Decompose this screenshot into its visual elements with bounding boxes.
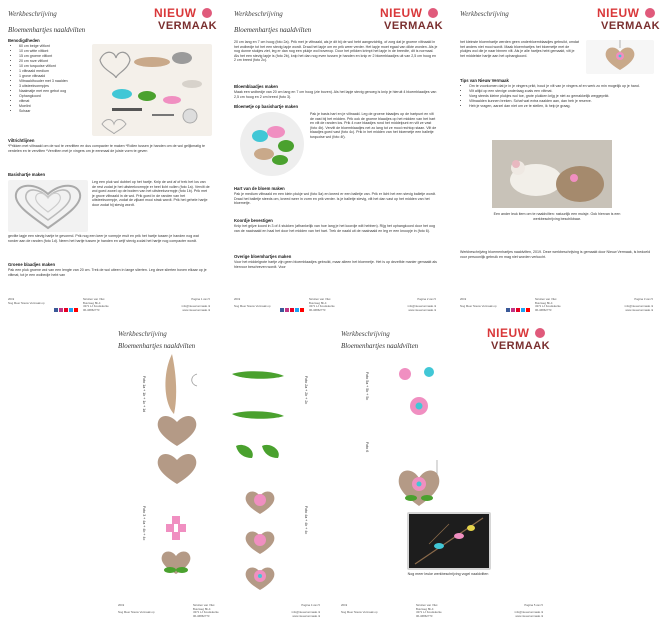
doc-title: Bloemenhartjes naaldvilten xyxy=(118,342,196,350)
logo-flower-icon xyxy=(428,8,438,18)
brand-logo xyxy=(154,6,218,36)
logo-flower-icon xyxy=(202,8,212,18)
list-item: • 20 cm roze viltlont xyxy=(19,59,89,64)
section-heading: Hart van de bloem maken xyxy=(234,186,285,191)
logo-flower-icon xyxy=(645,8,655,18)
photo-label: Foto 2a + 2b + 2c xyxy=(304,376,308,405)
facebook-icon xyxy=(280,308,284,312)
list-item: • 60 cm beige viltlont xyxy=(19,44,89,49)
section-heading: Tips van Nieuw Vermaak xyxy=(460,78,509,83)
body-text: Pak een pluk groene wol van een lengte van 20 cm. Trek de wol uiteen in lange slierten. Leg deze slierten boven elkaar op je viltmat, tot je een wolbedje hebt van xyxy=(8,268,207,277)
heart-cutters-photo xyxy=(8,180,88,232)
materials-list xyxy=(12,44,89,114)
list-item: • 10 cm witte viltlont xyxy=(19,49,89,54)
photo-caption: Een ander leuk item om te naaldvilten: natuurlijk een muisje. Ook hiervan is een werkbeschrijving beschikbaar. xyxy=(493,212,621,221)
list-item: • 3 uitsteekvormpjes xyxy=(19,84,89,89)
section-heading: Koordje bevestigen xyxy=(234,218,273,223)
photo-caption: Nog meer leuke werkbeschrijving vogel naaldvilten xyxy=(407,572,489,576)
wool-photo xyxy=(240,112,304,176)
list-item: • 15 cm groene viltlont xyxy=(19,54,89,59)
pinterest-icon xyxy=(290,308,294,312)
twitter-icon xyxy=(69,308,73,312)
brand-logo: NIEUW VERMAAK xyxy=(380,6,444,32)
list-item: • 1 viltnaald medium xyxy=(19,69,89,74)
logo-line-1: NIEUW xyxy=(154,6,197,20)
photo-label: Foto 1a + 1b + 1c + 1d xyxy=(142,376,146,413)
photo-label: Foto 6 xyxy=(365,442,369,453)
materials-photo xyxy=(92,44,212,136)
facebook-icon xyxy=(506,308,510,312)
photo-label: Foto 5a + 5b + 5c xyxy=(365,372,369,401)
youtube-icon xyxy=(526,308,530,312)
header-label: Werkbeschrijving xyxy=(460,10,509,18)
page-footer: 2019 Nog Meer Nieuw Vermaak op Nicolien van Vliet Buurweg 8b-4 4371 LJ Koudekerke 06-46862773 Pagina 3 van 5 info@nieuwvermaak.nl www.nieuwvermaak.nl xyxy=(460,297,653,312)
section-heading: Benodigdheden xyxy=(8,38,40,43)
list-item: • Naaimatje met een gebot oog xyxy=(19,89,89,94)
instagram-icon xyxy=(511,308,515,312)
page-1 xyxy=(0,0,218,320)
social-icons[interactable] xyxy=(280,308,305,314)
instagram-icon xyxy=(285,308,289,312)
youtube-icon xyxy=(300,308,304,312)
logo-flower-icon xyxy=(535,328,545,338)
list-item: • Heb je vragen, aarzel dan niet om ze te stellen, ik help je graag. xyxy=(469,104,657,109)
page-footer: 2019 Nog Meer Nieuw Vermaak op Nicolien van Vliet Buurweg 8b-4 4371 LJ Koudekerke 06-46862773 Pagina 4 van 5 info@nieuwvermaak.nl www.nieuwvermaak.nl xyxy=(118,603,320,618)
twitter-icon xyxy=(521,308,525,312)
body-text: Leg een pluk wol dubbel op het hartje. Knip de wol af of trek het los van de rest zodat je het uitsteekvormpje er heel licht vullen (foto 1a). Vervilt de wol goed zowel op de bodem van het uitsteekvormpje (foto 1b). Prik met je grove viltnaald in de wol. Prik goed in de randen van het uitsteekvormpje, zodat de zijkant mooi strak wordt. Prik het gehele hartje door zodat hij stevig wordt. xyxy=(92,180,210,207)
instagram-icon xyxy=(59,308,63,312)
body-text: Pak je basis hart en je viltnaald. Leg de groene blaadjes op de hartpunt en vilt de vast bij het midden. Prik ook de groene blaadjes op het midden van het hart en vilt de randen los. Prik 4 roze blaadjes rond het middelpunt en vilt ze vast (foto 4b). Vervilt de bloemblaadjes net zo lang tot ze mooi rechtop staan. Vilt de blaadjes goed vast (foto 4c). Prik in het midden van het bloemetje een balletje turquoise wol (foto 4f). xyxy=(310,112,437,139)
list-item: • Ophangkoord xyxy=(19,94,89,99)
body-text: gevilte lagje een stevig hartje te gevormd. Prik nog een keer je vormpje eruit en prik het hartje tussen je handen nog wat ronder aan de randen (foto 1d). Neem het hartje tussen je handen en wrijf stevig zodat het hartje nog compacter wordt. xyxy=(8,234,199,243)
doc-title: Bloemenhartjes naaldvilten xyxy=(341,342,419,350)
list-item: • Viltnaalden kunnen breken. Schaf wat extra naalden aan, dan heb je reserve. xyxy=(469,99,657,104)
youtube-icon xyxy=(74,308,78,312)
section-heading: Overige bloemhartjes maken xyxy=(234,254,292,259)
body-text: Knip het grijze koord in 3 of 4 stukken (afhankelijk van hoe lang je het koordje wilt hebben). Rijg het ophangkoord door het oog van de naainaald en haal het door het midden van het hart. Trek de naald uit de naainaald en leg er een knoopje in (foto 6). xyxy=(234,224,435,233)
step-photos xyxy=(152,354,292,594)
social-icons[interactable] xyxy=(506,308,531,314)
brand-logo: NIEUW VERMAAK xyxy=(487,326,551,352)
photo-label: Foto 3 + 4a + 4b + 4c xyxy=(142,506,146,541)
page-2 xyxy=(226,0,444,320)
header-label: Werkbeschrijving xyxy=(341,330,390,338)
list-item: • Vilt altijd op een stevige onderlaag zoals een viltmat. xyxy=(469,89,657,94)
page-footer: 2019 Nog Meer Nieuw Vermaak op Nicolien van Vliet Buurweg 8b-4 4371 LJ Koudekerke 06-46862773 Pagina 2 van 5 info@nieuwvermaak.nl www.nieuwvermaak.nl xyxy=(234,297,436,312)
copyright-text: Werkbeschrijving bloemenhartjes naaldvilten, 2019. Deze werkbeschrijving is gemaakt door Nieuw Vermaak, is bedoeld voor persoonlijk gebruik en mag niet worden verkocht. xyxy=(460,250,651,259)
body-text: *Prikken met viltnaald om de wol te verviltten en dus compacter te maken *Rollen tussen je handen om de wol gelijkmatig te verdelen en te vervilten *Vervilten met je vingers om je eenmaal de juiste vorm te geven xyxy=(8,144,205,153)
social-icons[interactable] xyxy=(54,308,79,314)
mouse-photo xyxy=(492,140,612,208)
header-label: Werkbeschrijving xyxy=(118,330,167,338)
birds-frame-photo xyxy=(407,512,491,570)
logo-line-2: VERMAAK xyxy=(158,20,218,32)
page-3 xyxy=(452,0,661,320)
list-item: • Moelint xyxy=(19,104,89,109)
list-item: • 10 cm turquoise viltlont xyxy=(19,64,89,69)
tips-list xyxy=(462,84,657,109)
section-heading: Viltrichtlijnen xyxy=(8,138,35,143)
header-label: Werkbeschrijving xyxy=(8,10,57,18)
list-item: • 1 grove viltnaald xyxy=(19,74,89,79)
doc-title: Bloemenhartjes naaldvilten xyxy=(8,26,86,34)
body-text: Pak je medium viltnaald en een klein plukje wol (foto 5a) en kneed er een balletje van. Prik er licht het een stevig balletje wordt. Draai het balletje steeds om, kneed weer in vorm en prik verder. Is je balletje stevig, vilt het dan vast op het midden van het bloemetje. xyxy=(234,192,436,206)
body-text: 20 cm lang en 7 cm hoog (foto 2a). Prik met je viltnaald, als je dit bij de wol hebt aangezichtig, of zorg dat je groene viltnaald in het wolbedje tot het een stevig lapje wordt. Draai het lapje om en prik weer verder. Het lapje moet egaal van dikte worden. Als je nog dunne stukjes ziet, leg er dan nog een plukje wol bovenop. Door het prikken krimpt het lapje in de breedte, dit is normaal. Als het een stevig lapje is (foto 2b), knip het dan nog even tussen je handen en knip er 2 bloemblaadjes uit van 2,5 cm hoog en 2 cm breed (foto 2c). xyxy=(234,40,438,63)
body-text: het kleinste bloemhartje werden geen onderbloemblaadjes gebruikt, omdat het anders niet mooi wordt. Maak bloemhartjes het bloemetje met de plukjes wol die je naar binnen vilt. Als je alle hartjes hebt gemaakt, vilt je het middelste hartje aan het ophangkoord. xyxy=(460,40,579,58)
pinterest-icon xyxy=(64,308,68,312)
body-text: Voor het middelgrote hartje zijn geen bloemblaadjes gebruikt, maar alleen het bloemetje. Het is op dezelfde manier gemaakt als hiervoor beschreven wordt. Voor xyxy=(234,260,437,269)
page-4 xyxy=(110,322,328,626)
footer-right: Pagina 1 van 5 info@nieuwvermaak.nl www.nieuwvermaak.nl xyxy=(181,297,210,312)
doc-title: Bloemenhartjes naaldvilten xyxy=(234,26,312,34)
list-item: • Schaar xyxy=(19,109,89,114)
footer-left: 2019 Nog Meer Nieuw Vermaak op xyxy=(8,297,45,305)
list-item: • Viltnaaldhouder met 3 naalden xyxy=(19,79,89,84)
twitter-icon xyxy=(295,308,299,312)
facebook-icon xyxy=(54,308,58,312)
header-label: Werkbeschrijving xyxy=(234,10,283,18)
list-item: • Om te voorkomen dat je in je vingers prikt, houd je vilt van je vingers af en werk zo min mogelijk op je hand. xyxy=(469,84,657,89)
list-item: • Voeg steeds kleine plukjes wol toe, grote plukken krijg je niet zo gemakkelijk weggeprikt. xyxy=(469,94,657,99)
pinterest-icon xyxy=(516,308,520,312)
brand-logo: NIEUW VERMAAK xyxy=(597,6,661,32)
section-heading: Basishartje maken xyxy=(8,172,46,177)
section-heading: Bloemblaadjes maken xyxy=(234,84,278,89)
page-footer xyxy=(8,298,210,314)
footer-address: Nicolien van Vliet Buurweg 8b-4 4371 LJ Koudekerke 06-46862773 xyxy=(83,297,109,312)
section-heading: Groene blaadjes maken xyxy=(8,262,56,267)
body-text: Maak een wolbedje van 20 cm lang en 7 cm hoog (zie boven). Als het lapje stevig genoeg is knip je hieruit 4 bloemblaadjes van 2,5 cm hoog en 2 cm breed (foto 3). xyxy=(234,90,437,99)
section-heading: Bloemetje op basishartje maken xyxy=(234,104,298,109)
photo-label: Foto 4a + 4b + 4c xyxy=(304,506,308,535)
hanging-hearts-photo xyxy=(586,40,654,74)
page-footer: 2019 Nog Meer Nieuw Vermaak op Nicolien van Vliet Buurweg 8b-4 4371 LJ Koudekerke 06-46862773 Pagina 5 van 5 info@nieuwvermaak.nl www.nieuwvermaak.nl xyxy=(341,603,543,618)
page-5 xyxy=(333,322,551,626)
list-item: • viltmat xyxy=(19,99,89,104)
flower-step-photos xyxy=(385,360,455,510)
